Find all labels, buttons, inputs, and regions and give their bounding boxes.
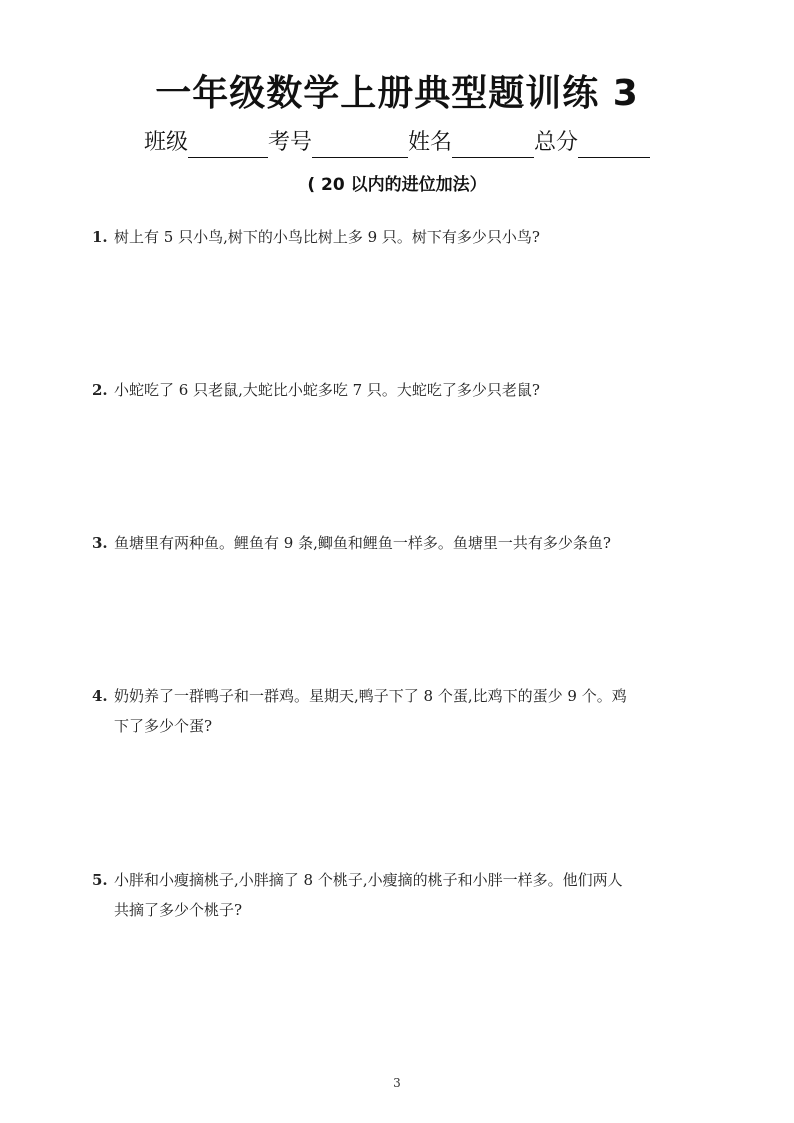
- name-blank: [452, 131, 534, 158]
- question-text: 树上有 5 只小鸟,树下的小鸟比树上多 9 只。树下有多少只小鸟?: [114, 228, 540, 246]
- section-subtitle: ( 20 以内的进位加法）: [307, 175, 487, 195]
- class-label: 班级: [143, 130, 188, 155]
- class-field: [144, 128, 268, 158]
- question-number: 1.: [92, 228, 108, 246]
- question-5: [92, 865, 712, 925]
- question-number: 5.: [92, 871, 108, 889]
- question-text-continued: 下了多少个蛋?: [114, 717, 213, 735]
- question-3: [92, 528, 712, 558]
- name-field: [408, 128, 534, 158]
- name-label: 姓名: [408, 130, 453, 155]
- question-1: [92, 222, 712, 252]
- total-score-label: 总分: [534, 130, 579, 155]
- page-number: 3: [393, 1076, 401, 1090]
- question-number: 2.: [92, 381, 108, 399]
- total-score-blank: [578, 131, 650, 158]
- question-text: 鱼塘里有两种鱼。鲤鱼有 9 条,鲫鱼和鲤鱼一样多。鱼塘里一共有多少条鱼?: [114, 534, 611, 552]
- question-number: 4.: [92, 687, 108, 705]
- class-blank: [188, 131, 268, 158]
- exam-number-field: [268, 128, 408, 158]
- question-4: [92, 681, 712, 741]
- total-score-field: [534, 128, 650, 158]
- question-2: [92, 375, 712, 405]
- question-number: 3.: [92, 534, 108, 552]
- question-text-continued: 共摘了多少个桃子?: [114, 901, 243, 919]
- question-text: 奶奶养了一群鸭子和一群鸡。星期天,鸭子下了 8 个蛋,比鸡下的蛋少 9 个。鸡: [114, 687, 627, 705]
- question-text: 小蛇吃了 6 只老鼠,大蛇比小蛇多吃 7 只。大蛇吃了多少只老鼠?: [114, 381, 540, 399]
- page-title: 一年级数学上册典型题训练 3: [155, 73, 639, 114]
- exam-number-blank: [312, 131, 408, 158]
- question-text: 小胖和小瘦摘桃子,小胖摘了 8 个桃子,小瘦摘的桃子和小胖一样多。他们两人: [114, 871, 623, 889]
- student-info-line: [0, 128, 794, 158]
- exam-number-label: 考号: [267, 130, 312, 155]
